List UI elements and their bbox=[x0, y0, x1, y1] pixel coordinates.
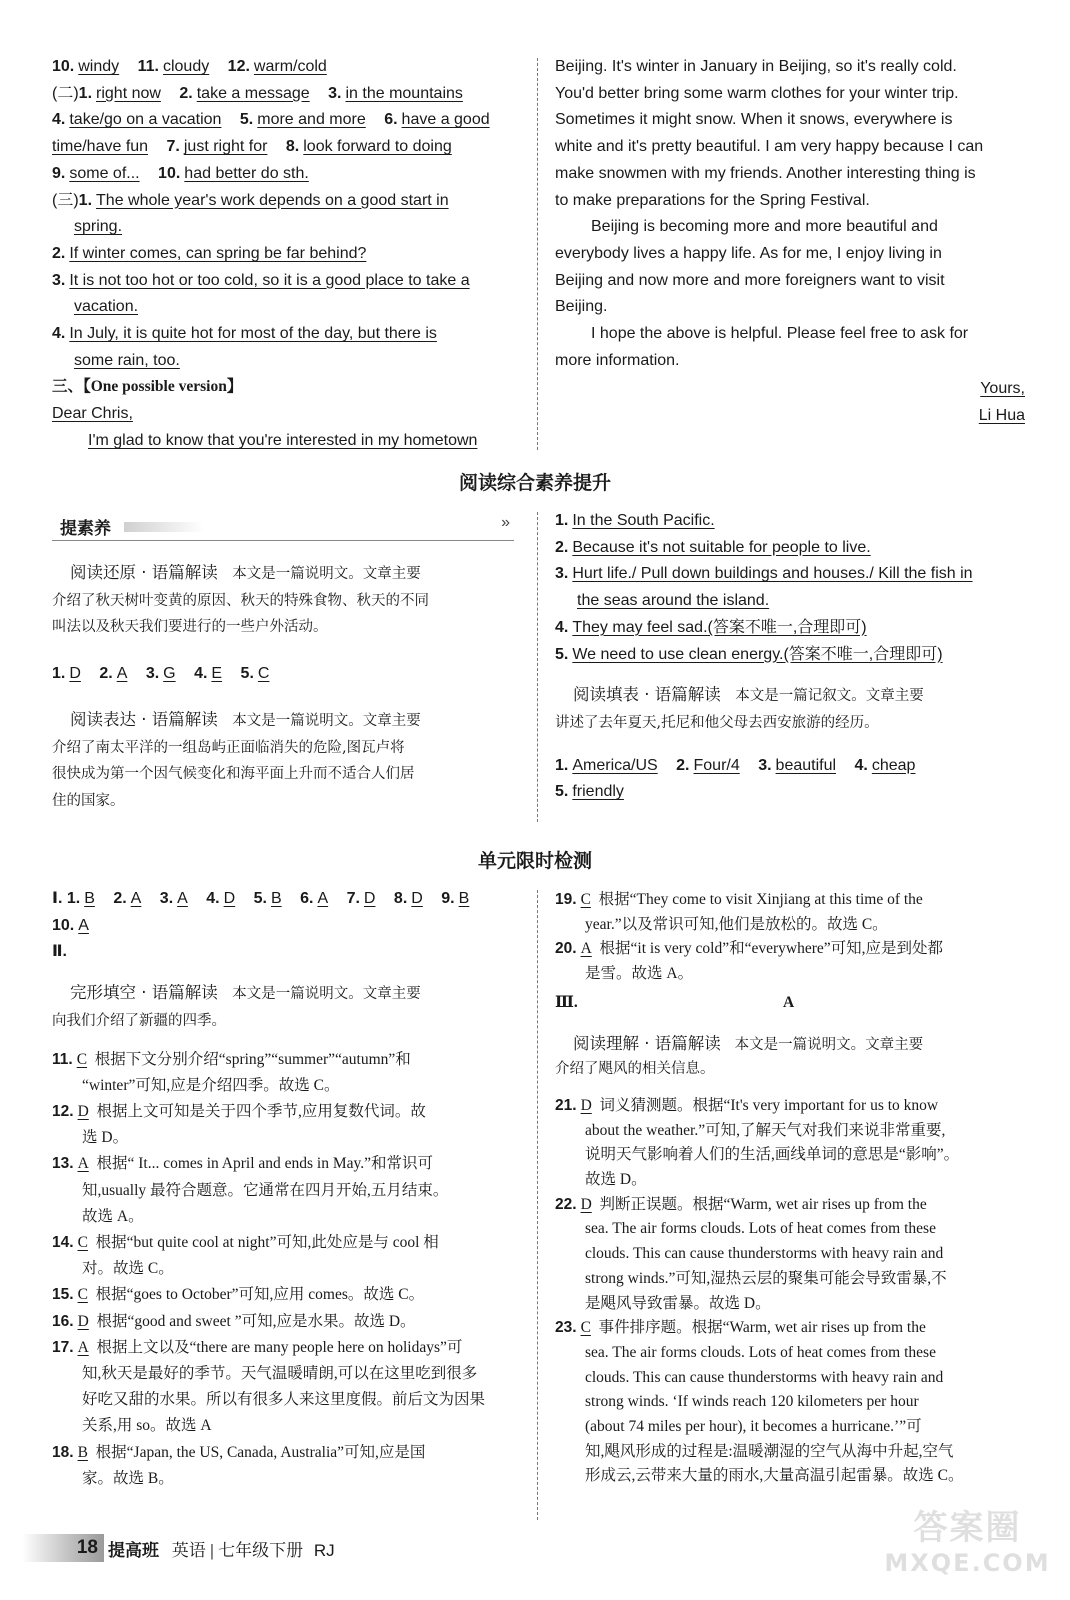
passage-label: 完形填空 · 语篇解读 bbox=[70, 983, 218, 1003]
answer-line: 4. take/go on a vacation 5. more and more 6. have a good bbox=[52, 111, 490, 129]
footer-book-info: 提高班 英语 | 七年级下册 RJ bbox=[108, 1541, 335, 1560]
tsy-label: 提素养 bbox=[60, 519, 111, 538]
section-title-reading: 阅读综合素养提升 bbox=[458, 472, 611, 494]
letter-signature: Li Hua bbox=[978, 407, 1025, 425]
answer-line: 3. It is not too hot or too cold, so it is a good place to take a bbox=[52, 271, 470, 289]
reading-left: 阅读还原 · 语篇解读 本文是一篇说明文。文章主要 介绍了秋天树叶变黄的原因、秋天的特殊食物、秋天的不同 叫法以及秋天我们要进行的一些户外活动。 1. D 2. A 3. G 4. E 5. C 阅读表达 · 语篇解读 本文是一篇说明文。文章主要 介绍了南太平洋的一组岛屿正面临消失的危险,图瓦卢将 很快成为第一个因气候变化和海平面上升而不适合人们居 住的国家。 bbox=[52, 560, 514, 814]
answer-line: 4. In July, it is quite hot for most of the day, but there is bbox=[52, 325, 437, 343]
letter-closing: Yours, bbox=[980, 380, 1025, 398]
answer-line: (二)1. right now 2. take a message 3. in the mountains bbox=[52, 84, 463, 102]
unit-left: Ⅰ. 1. B 2. A 3. A 4. D 5. B 6. A 7. D 8. D 9. B 10. A Ⅱ. 完形填空 · 语篇解读 本文是一篇说明文。文章主要 向我们介绍了新疆的四季。 11. C 根据下文分别介绍“spring”“summer”“autumn”和 “winter”可知,应是介绍四季。故选 C。 12. D 根据上文可知是关于四个季节,应用复数代词。故 选 D。 13. A 根据“ It... comes in April and ends in May.”和常识可 知,usually 最符合题意。它通常在四月开始,五月结束。 故选 A。 14. C 根据“but quite cool at night”可知,此处应是与 cool 相 对。故选 C。 15. C 根据“goes to October”可知,应用 comes。故选 C。 16. D 根据“good and sweet ”可知,应是水果。故选 D。 17. A 根据上文以及“there are many people here on holidays”可 知,秋天是最好的季节。天气温暖晴朗,可以在这里吃到很多 好吃又甜的水果。所以有很多人来这里度假。前后文为因果 关系,用 so。故选 A 18. B 根据“Japan, the US, Canada, Australia”可知,应是国 家。故选 B。 bbox=[52, 886, 522, 1492]
answer-line: spring. bbox=[74, 218, 123, 236]
answer-line: 9. some of... 10. had better do sth. bbox=[52, 164, 309, 182]
answer-line: (三)1. The whole year's work depends on a good start in bbox=[52, 191, 449, 209]
explanations-left: 11. C 根据下文分别介绍“spring”“summer”“autumn”和 “winter”可知,应是介绍四季。故选 C。 12. D 根据上文可知是关于四个季节,应用复数代词。故 选 D。 13. A 根据“ It... comes in April and ends in May.”和常识可 知,usually 最符合题意。它通常在四月开始,五月结束。 故选 A。 14. C 根据“but quite cool at night”可知,此处应是与 cool 相 对。故选 C。 15. C 根据“goes to October”可知,应用 comes。故选 C。 16. D 根据“good and sweet ”可知,应是水果。故选 D。 17. A 根据上文以及“there are many people here on holidays”可 知,秋天是最好的季节。天气温暖晴朗,可以在这里吃到很多 好吃又甜的水果。所以有很多人来这里度假。前后文为因果 关系,用 so。故选 A 18. B 根据“Japan, the US, Canada, Australia”可知,应是国 家。故选 B。 bbox=[52, 1050, 486, 1487]
page-number: 18 bbox=[22, 1534, 104, 1562]
answer-line: 2. If winter comes, can spring be far behind? bbox=[52, 244, 367, 262]
passage-label: 阅读填表 · 语篇解读 bbox=[573, 685, 721, 705]
tsy-stripe-icon bbox=[124, 522, 204, 532]
section-title-unit: 单元限时检测 bbox=[477, 850, 592, 872]
answer-line: 10. windy 11. cloudy 12. warm/cold bbox=[52, 58, 327, 75]
answers-top-left bbox=[52, 54, 524, 455]
letter-line: I'm glad to know that you're interested in my hometown bbox=[88, 431, 478, 449]
passage-label: 阅读表达 · 语篇解读 bbox=[70, 710, 218, 729]
answer-line: time/have fun 7. just right for 8. look forward to doing bbox=[52, 138, 452, 156]
answer-line: some rain, too. bbox=[74, 351, 180, 369]
answer-line: vacation. bbox=[74, 298, 139, 316]
column-divider bbox=[537, 890, 538, 1520]
answer-line: Ⅰ. 1. B 2. A 3. A 4. D 5. B 6. A 7. D 8. D 9. B bbox=[52, 890, 470, 907]
letter-greeting: Dear Chris, bbox=[52, 405, 133, 423]
column-divider bbox=[537, 512, 538, 822]
letter-body: Beijing. It's winter in January in Beijing, so it's really cold. You'd better bring some warm clothes for your winter trip. Sometimes it might snow. When it snows, everywhere is white and it's pretty beautiful. I am very happy because I can make snowmen with my friends. Another interesting thing is to make preparations for the Spring Festival. Beijing is becoming more and more beautiful and everybody lives a happy life. As for me, I enjoy living in Beijing and now more and more foreigners want to visit Beijing. I hope the above is helpful. Please feel free to ask for more information. Yours, Li Hua bbox=[555, 54, 1025, 430]
letter-heading: 三、【One possible version】 bbox=[52, 378, 243, 396]
tsy-header bbox=[52, 512, 514, 541]
reading-right: 1. In the South Pacific. 2. Because it's not suitable for people to live. 3. Hurt life./ Pull down buildings and houses./ Kill the fish in the seas around the island. 4. They may feel sad.(答案不唯一,合理即可) 5. We need to use clean energy.(答案不唯一,合理即可) 阅读填表 · 语篇解读 本文是一篇记叙文。文章主要 讲述了去年夏天,托尼和他父母去西安旅游的经历。 1. America/US 2. Four/4 3. beautiful 4. cheap 5. friendly bbox=[555, 512, 973, 801]
double-arrow-icon: » bbox=[501, 514, 510, 531]
watermark-logo: 答案圈 MXQE.COM bbox=[884, 1508, 1051, 1577]
answer-line: 1. D 2. A 3. G 4. E 5. C bbox=[52, 664, 270, 682]
unit-right: 19. C 根据“They come to visit Xinjiang at this time of the year.”以及常识可知,他们是放松的。故选 C。 20. A 根据“it is very cold”和“everywhere”可知,应是到处都 是雪。故选 A。 Ⅲ. A 阅读理解 · 语篇解读 本文是一篇说明文。文章主要 介绍了飓风的相关信息。 21. D 词义猜测题。根据“It's very important for us to know about the weather.”可知,了解天气对我们来说非常重要, 说明天气影响着人们的生活,画线单词的意思是“影响”。 故选 D。 22. D 判断正误题。根据“Warm, wet air rises up from the sea. The air forms clouds. Lots of heat comes from these clouds. This can cause thunderstorms with heavy rain and strong winds.”可知,湿热云层的聚集可能会导致雷暴,不 是飓风导致雷暴。故选 D。 23. C 事件排序题。根据“Warm, wet air rises up from the sea. The air forms clouds. Lots of heat comes from these clouds. This can cause thunderstorms with heavy rain and strong winds. ‘If winds reach 120 kilometers per hour (about 74 miles per hour), it becomes a hurricane.’”可 知,飓风形成的过程是:温暖潮湿的空气从海中升起,空气 形成云,云带来大量的雨水,大量高温引起雷暴。故选 C。 bbox=[555, 891, 964, 1485]
passage-label: 阅读理解 · 语篇解读 bbox=[573, 1033, 721, 1053]
passage-label: 阅读还原 · 语篇解读 bbox=[70, 563, 218, 582]
footer-brand: 提高班 bbox=[108, 1541, 159, 1560]
column-divider bbox=[537, 58, 538, 450]
